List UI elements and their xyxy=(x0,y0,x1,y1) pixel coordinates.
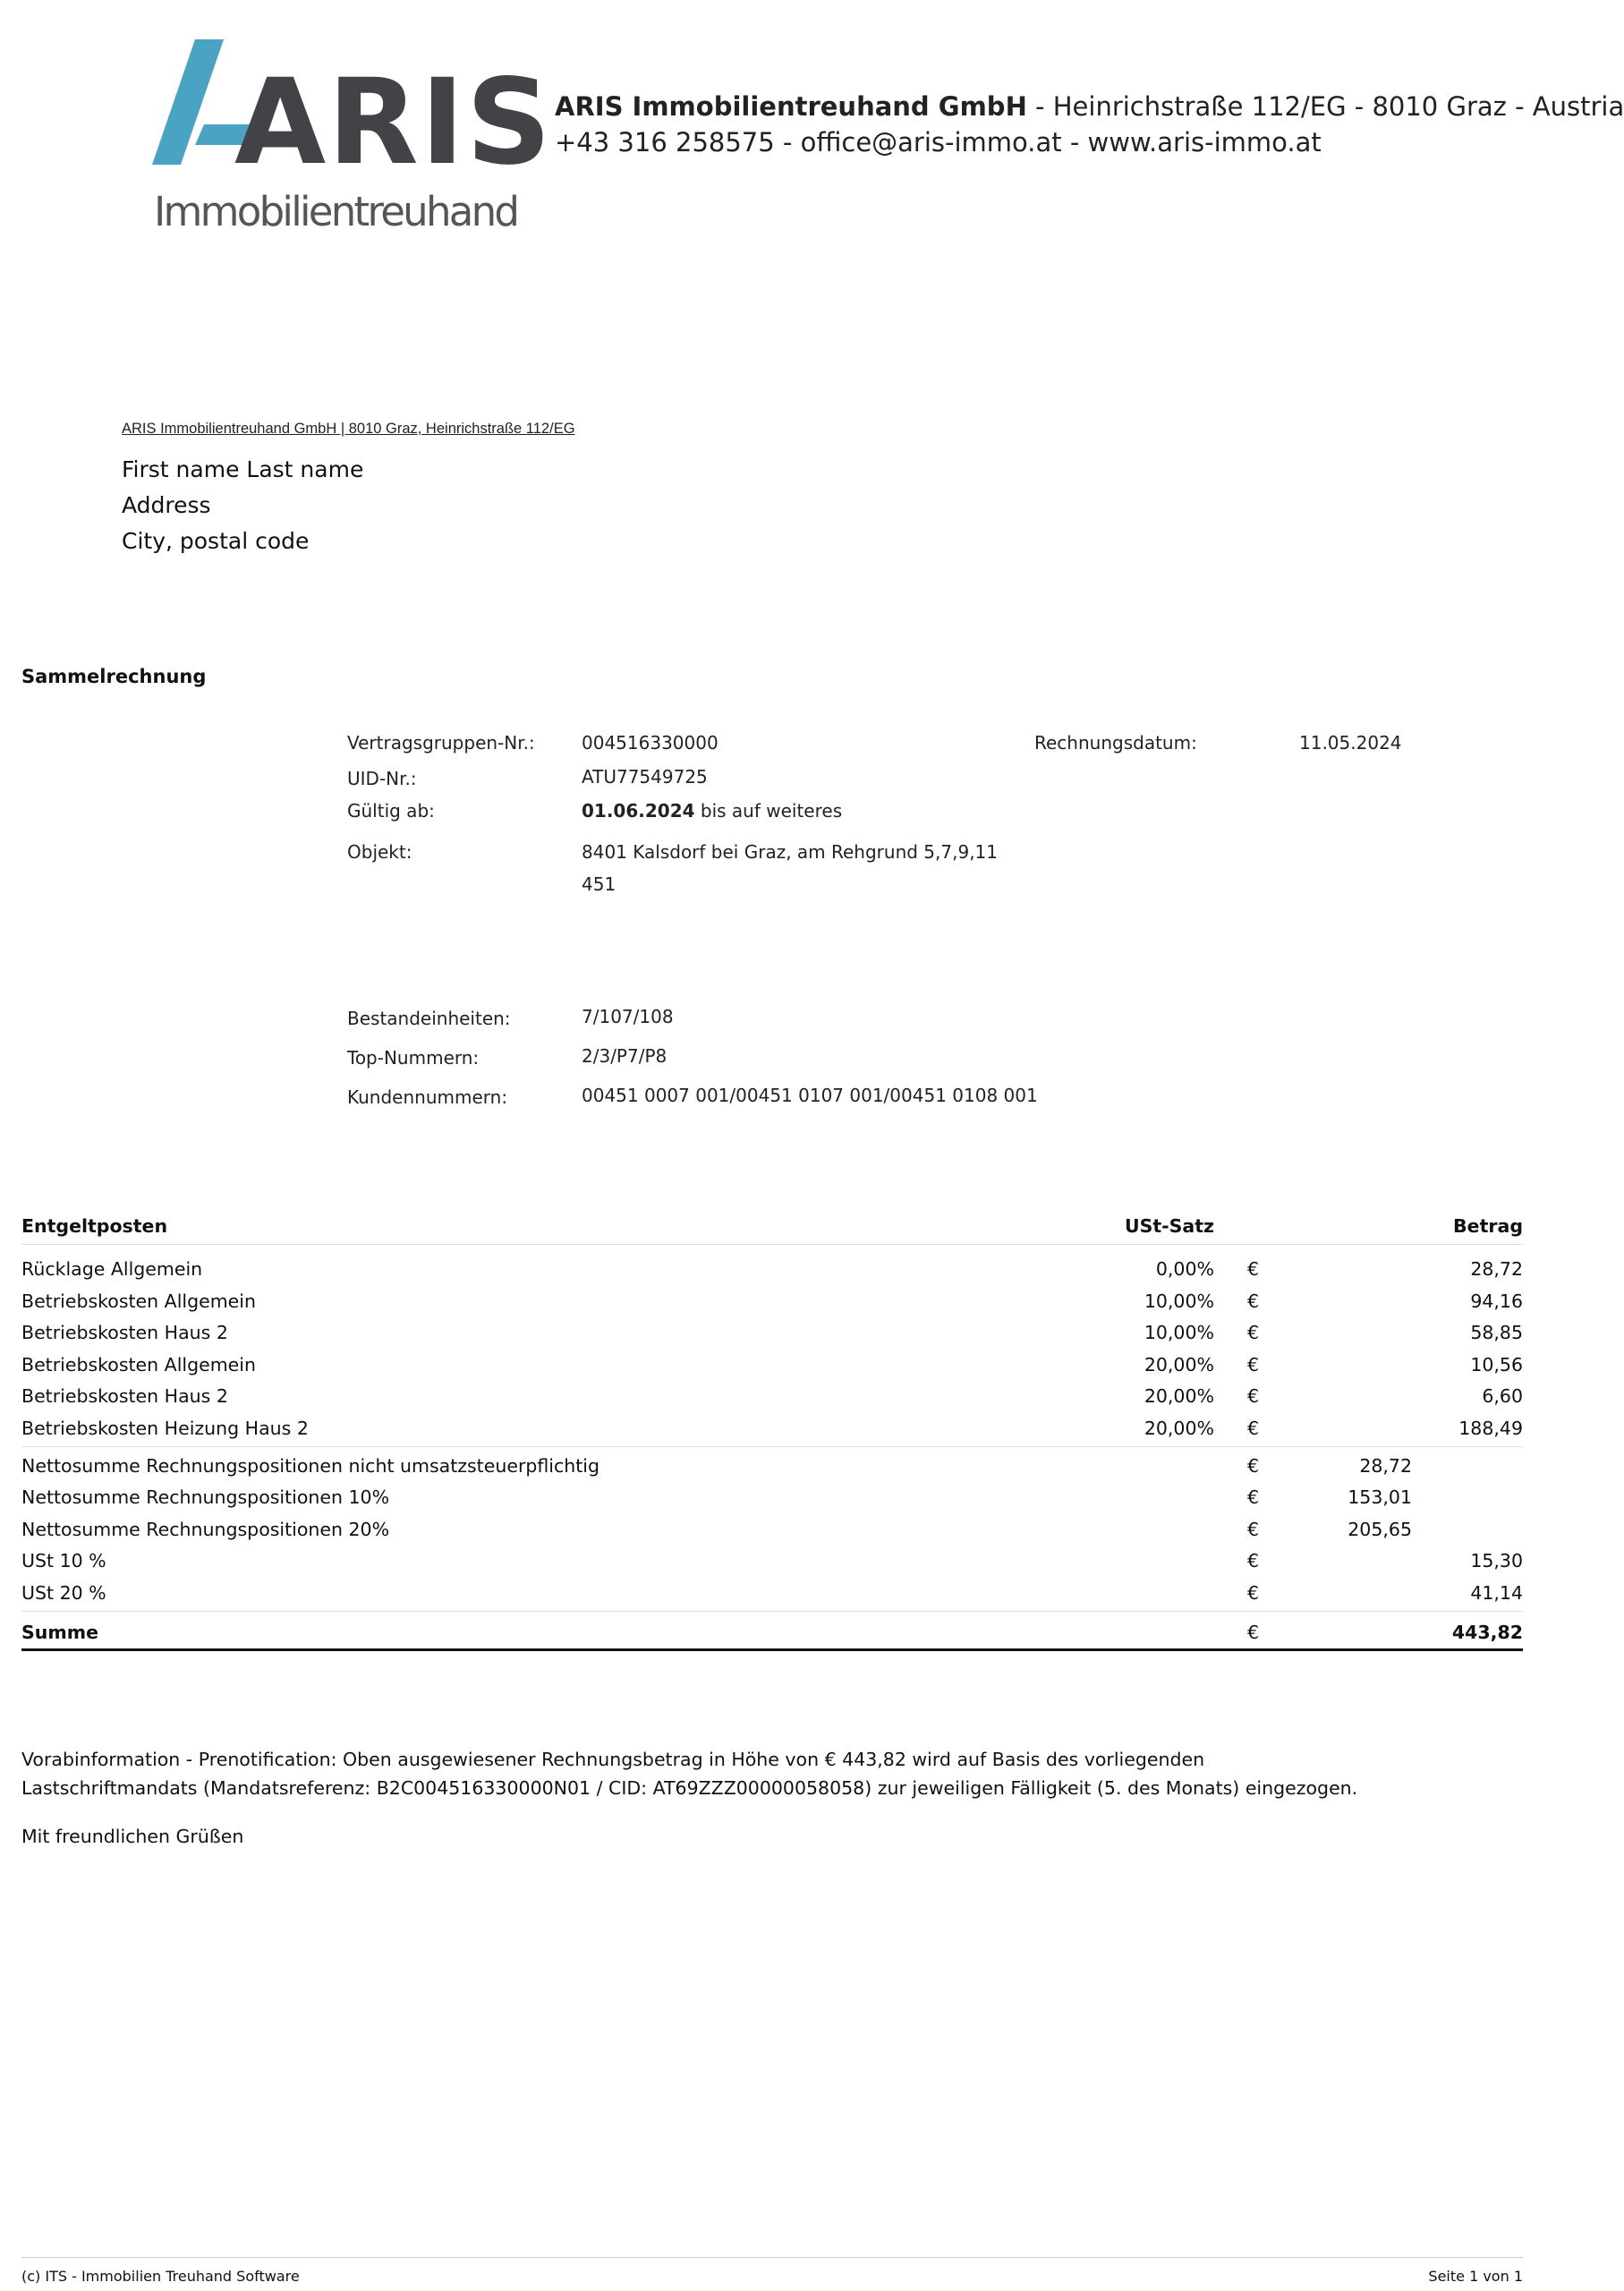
item-currency: € xyxy=(1247,1322,1260,1344)
footer-right: Seite 1 von 1 xyxy=(1428,2268,1523,2285)
header-address xyxy=(555,91,1624,122)
header-amount: Betrag xyxy=(1453,1215,1523,1237)
tax-label: USt 20 % xyxy=(21,1582,106,1604)
footer-left: (c) ITS - Immobilien Treuhand Software xyxy=(21,2268,300,2285)
note-line2: Lastschriftmandats (Mandatsreferenz: B2C004516330000N01 / CID: AT69ZZZ00000058058) zur jeweiligen Fälligkeit (5. des Monats) eingezogen. xyxy=(21,1777,1358,1799)
header-company: ARIS Immobilientreuhand GmbH xyxy=(555,91,1027,122)
item-amount: 58,85 xyxy=(1470,1322,1523,1344)
header-divider xyxy=(21,1244,1523,1245)
item-label: Rücklage Allgemein xyxy=(21,1258,203,1280)
valid-value xyxy=(582,800,842,822)
header-address-rest: - Heinrichstraße 112/EG - 8010 Graz - Austria xyxy=(1026,91,1624,122)
uid-label: UID-Nr.: xyxy=(347,768,417,789)
logo-a-stroke xyxy=(152,39,224,165)
units-value: 7/107/108 xyxy=(582,1006,674,1027)
item-amount: 28,72 xyxy=(1470,1258,1523,1280)
tax-currency: € xyxy=(1247,1550,1260,1572)
item-currency: € xyxy=(1247,1385,1260,1408)
uid-value: ATU77549725 xyxy=(582,766,708,788)
item-label: Betriebskosten Allgemein xyxy=(21,1353,256,1375)
valid-label: Gültig ab: xyxy=(347,800,435,822)
item-amount: 188,49 xyxy=(1458,1418,1523,1439)
net-sum-label: Nettosumme Rechnungspositionen 20% xyxy=(21,1518,390,1540)
header-item: Entgeltposten xyxy=(21,1215,168,1237)
item-vat: 10,00% xyxy=(1144,1290,1214,1312)
total-currency: € xyxy=(1247,1621,1260,1643)
total-underline xyxy=(21,1648,1523,1651)
invoice-date-label: Rechnungsdatum: xyxy=(1034,732,1197,754)
net-sum-label: Nettosumme Rechnungspositionen nicht umsatzsteuerpflichtig xyxy=(21,1454,600,1477)
total-amount: 443,82 xyxy=(1451,1621,1523,1643)
object-label: Objekt: xyxy=(347,841,412,863)
item-label: Betriebskosten Heizung Haus 2 xyxy=(21,1418,309,1439)
object-line2: 451 xyxy=(582,873,616,895)
item-amount: 94,16 xyxy=(1470,1290,1523,1312)
units-label: Bestandeinheiten: xyxy=(347,1008,511,1029)
item-vat: 0,00% xyxy=(1155,1258,1214,1280)
valid-suffix: bis auf weiteres xyxy=(694,800,843,822)
total-label: Summe xyxy=(21,1621,98,1643)
footer-divider xyxy=(21,2257,1523,2258)
tax-divider xyxy=(21,1611,1523,1612)
item-amount: 6,60 xyxy=(1482,1385,1523,1408)
net-sum-currency: € xyxy=(1247,1454,1260,1477)
item-currency: € xyxy=(1247,1418,1260,1439)
closing: Mit freundlichen Grüßen xyxy=(21,1826,244,1847)
header-vat: USt-Satz xyxy=(1124,1215,1214,1237)
net-sum-amount: 153,01 xyxy=(1348,1486,1412,1509)
item-vat: 10,00% xyxy=(1144,1322,1214,1344)
top-value: 2/3/P7/P8 xyxy=(582,1045,667,1067)
item-currency: € xyxy=(1247,1353,1260,1375)
item-amount: 10,56 xyxy=(1470,1353,1523,1375)
recipient-address: Address xyxy=(122,492,211,518)
item-vat: 20,00% xyxy=(1144,1385,1214,1408)
net-sum-amount: 205,65 xyxy=(1348,1518,1412,1540)
recipient-city: City, postal code xyxy=(122,528,310,554)
rows-divider xyxy=(21,1446,1523,1447)
customer-value: 00451 0007 001/00451 0107 001/00451 0108 001 xyxy=(582,1085,1038,1106)
logo-wordmark: ARIS xyxy=(234,54,553,192)
contract-value: 004516330000 xyxy=(582,732,718,754)
net-sum-amount: 28,72 xyxy=(1359,1454,1412,1477)
valid-date: 01.06.2024 xyxy=(582,800,695,822)
tax-currency: € xyxy=(1247,1582,1260,1604)
sender-line: ARIS Immobilientreuhand GmbH | 8010 Graz, Heinrichstraße 112/EG xyxy=(122,421,575,437)
item-vat: 20,00% xyxy=(1144,1418,1214,1439)
note-line1: Vorabinformation - Prenotification: Oben ausgewiesener Rechnungsbetrag in Höhe von € 443,82 wird auf Basis des vorliegenden xyxy=(21,1749,1205,1770)
item-label: Betriebskosten Haus 2 xyxy=(21,1385,228,1408)
tax-label: USt 10 % xyxy=(21,1550,106,1572)
logo-tagline: Immobilientreuhand xyxy=(154,188,521,235)
object-line1: 8401 Kalsdorf bei Graz, am Rehgrund 5,7,9,11 xyxy=(582,841,998,863)
header-contact: +43 316 258575 - office@aris-immo.at - www.aris-immo.at xyxy=(555,127,1322,158)
contract-label: Vertragsgruppen-Nr.: xyxy=(347,732,535,754)
customer-label: Kundennummern: xyxy=(347,1086,508,1108)
item-currency: € xyxy=(1247,1290,1260,1312)
net-sum-currency: € xyxy=(1247,1518,1260,1540)
net-sum-currency: € xyxy=(1247,1486,1260,1509)
net-sum-label: Nettosumme Rechnungspositionen 10% xyxy=(21,1486,390,1509)
item-label: Betriebskosten Allgemein xyxy=(21,1290,256,1312)
document-title: Sammelrechnung xyxy=(21,666,207,687)
invoice-date-value: 11.05.2024 xyxy=(1299,732,1402,754)
recipient-name: First name Last name xyxy=(122,456,364,482)
item-currency: € xyxy=(1247,1258,1260,1280)
tax-amount: 41,14 xyxy=(1470,1582,1523,1604)
item-label: Betriebskosten Haus 2 xyxy=(21,1322,228,1344)
top-label: Top-Nummern: xyxy=(347,1047,480,1069)
item-vat: 20,00% xyxy=(1144,1353,1214,1375)
tax-amount: 15,30 xyxy=(1470,1550,1523,1572)
company-logo xyxy=(152,39,553,235)
